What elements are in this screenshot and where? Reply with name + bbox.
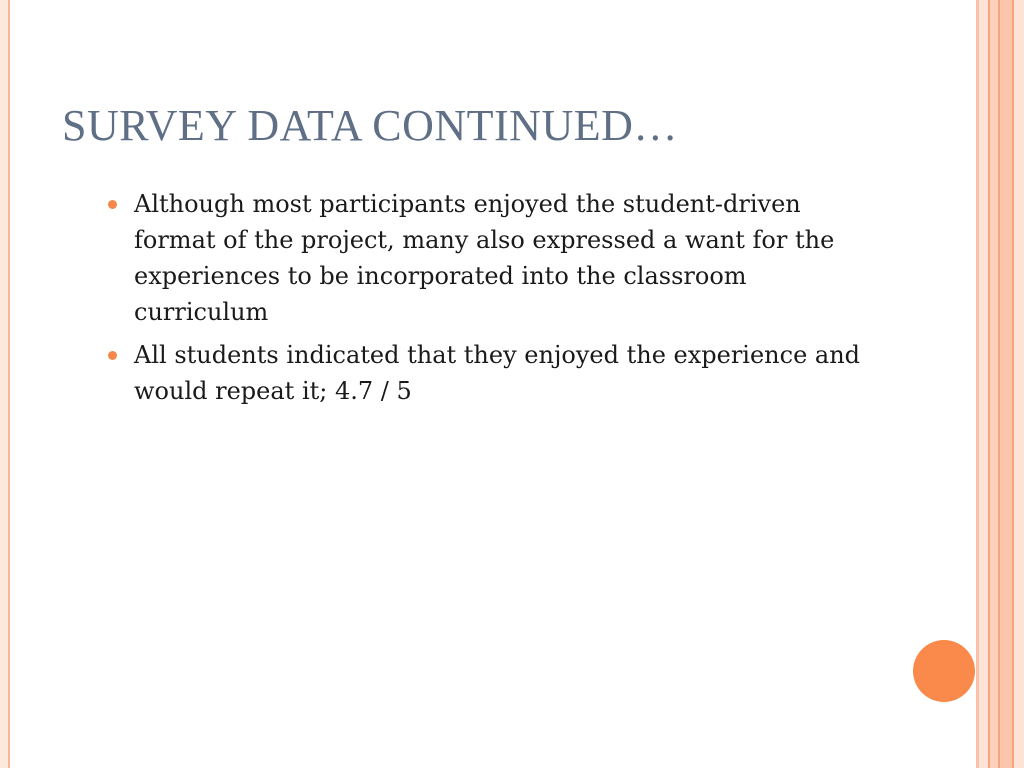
- right-stripe: [1000, 0, 1012, 768]
- bullet-text: All students indicated that they enjoyed the experience and would repeat it; 4.7 / 5: [134, 341, 861, 405]
- bullet-item: [107, 186, 867, 330]
- slide-title: SURVEY DATA CONTINUED…: [62, 101, 678, 150]
- bullet-dot-icon: [108, 351, 117, 360]
- bullet-item: [107, 337, 867, 409]
- left-border-line: [8, 0, 10, 768]
- right-stripe: [979, 0, 988, 768]
- right-stripe: [990, 0, 998, 768]
- bullet-dot-icon: [108, 200, 117, 209]
- bullet-list: [107, 186, 867, 416]
- orange-circle-icon: [913, 640, 975, 702]
- bullet-text: Although most participants enjoyed the student-driven format of the project, many also expressed a want for the experiences to be incorporated into the classroom curriculum: [134, 190, 835, 326]
- right-stripe: [1014, 0, 1024, 768]
